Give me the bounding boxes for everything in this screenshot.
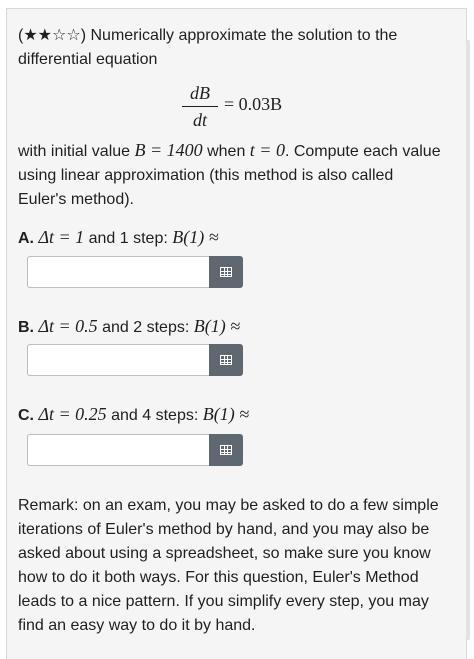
fraction-denominator: dt [192,110,207,130]
part-a-keypad-button[interactable] [209,256,243,288]
intro-text: Numerically approximate the solution to the differential equation [18,27,398,68]
part-c-label: C. [18,407,34,424]
part-b-answer [27,344,243,376]
part-a-answer [27,256,243,288]
fraction-bar [182,106,218,107]
part-c-approx: B(1) ≈ [202,404,250,424]
part-b-prompt [18,314,443,340]
part-c-steps: and 4 steps: [106,407,203,424]
part-a-steps: and 1 step: [84,230,173,247]
problem-statement [18,138,443,212]
calculator-keypad-icon [220,355,232,365]
part-b-dt: Δt = 0.5 [38,316,98,336]
part-b-label: B. [18,319,34,336]
part-b-steps: and 2 steps: [97,319,194,336]
part-c-answer [27,434,243,466]
difficulty-stars: (★★☆☆) [18,27,87,44]
remark-paragraph: Remark: on an exam, you may be asked to do a few simple iterations of Euler's method by hand, and you may also be asked about using a spreadsheet, so make sure you know how to do it both ways. For this question, Euler's Method leads to a nice pattern. If you simplify every step, you may find an easy way to do it by hand. [18,497,439,634]
equation-rhs: = 0.03B [224,94,283,114]
part-c-dt: Δt = 0.25 [38,404,107,424]
part-c-keypad-button[interactable] [209,434,243,466]
part-a-dt: Δt = 1 [38,227,85,247]
statement-text-3: . Compute each value using linear approximation (this method is also called Euler's method). [18,143,441,208]
statement-text-2: when [202,143,250,160]
part-a-label: A. [18,230,34,247]
part-b-approx: B(1) ≈ [193,316,241,336]
statement-text-1: with initial value [18,143,135,160]
part-b-answer-input[interactable] [27,344,209,376]
part-a-answer-input[interactable] [27,256,209,288]
calculator-keypad-icon [220,267,232,277]
initial-time-math: t = 0 [249,140,285,160]
part-c-prompt [18,402,443,428]
derivative-fraction [182,82,218,131]
part-b-keypad-button[interactable] [209,344,243,376]
part-a-approx: B(1) ≈ [172,227,219,247]
calculator-keypad-icon [220,445,232,455]
scrollbar[interactable] [466,40,470,640]
differential-equation [182,82,292,134]
part-c-answer-input[interactable] [27,434,209,466]
initial-value-math: B = 1400 [134,140,203,160]
fraction-numerator: dB [190,83,210,103]
question-intro [18,24,443,72]
part-a-prompt [18,225,443,251]
